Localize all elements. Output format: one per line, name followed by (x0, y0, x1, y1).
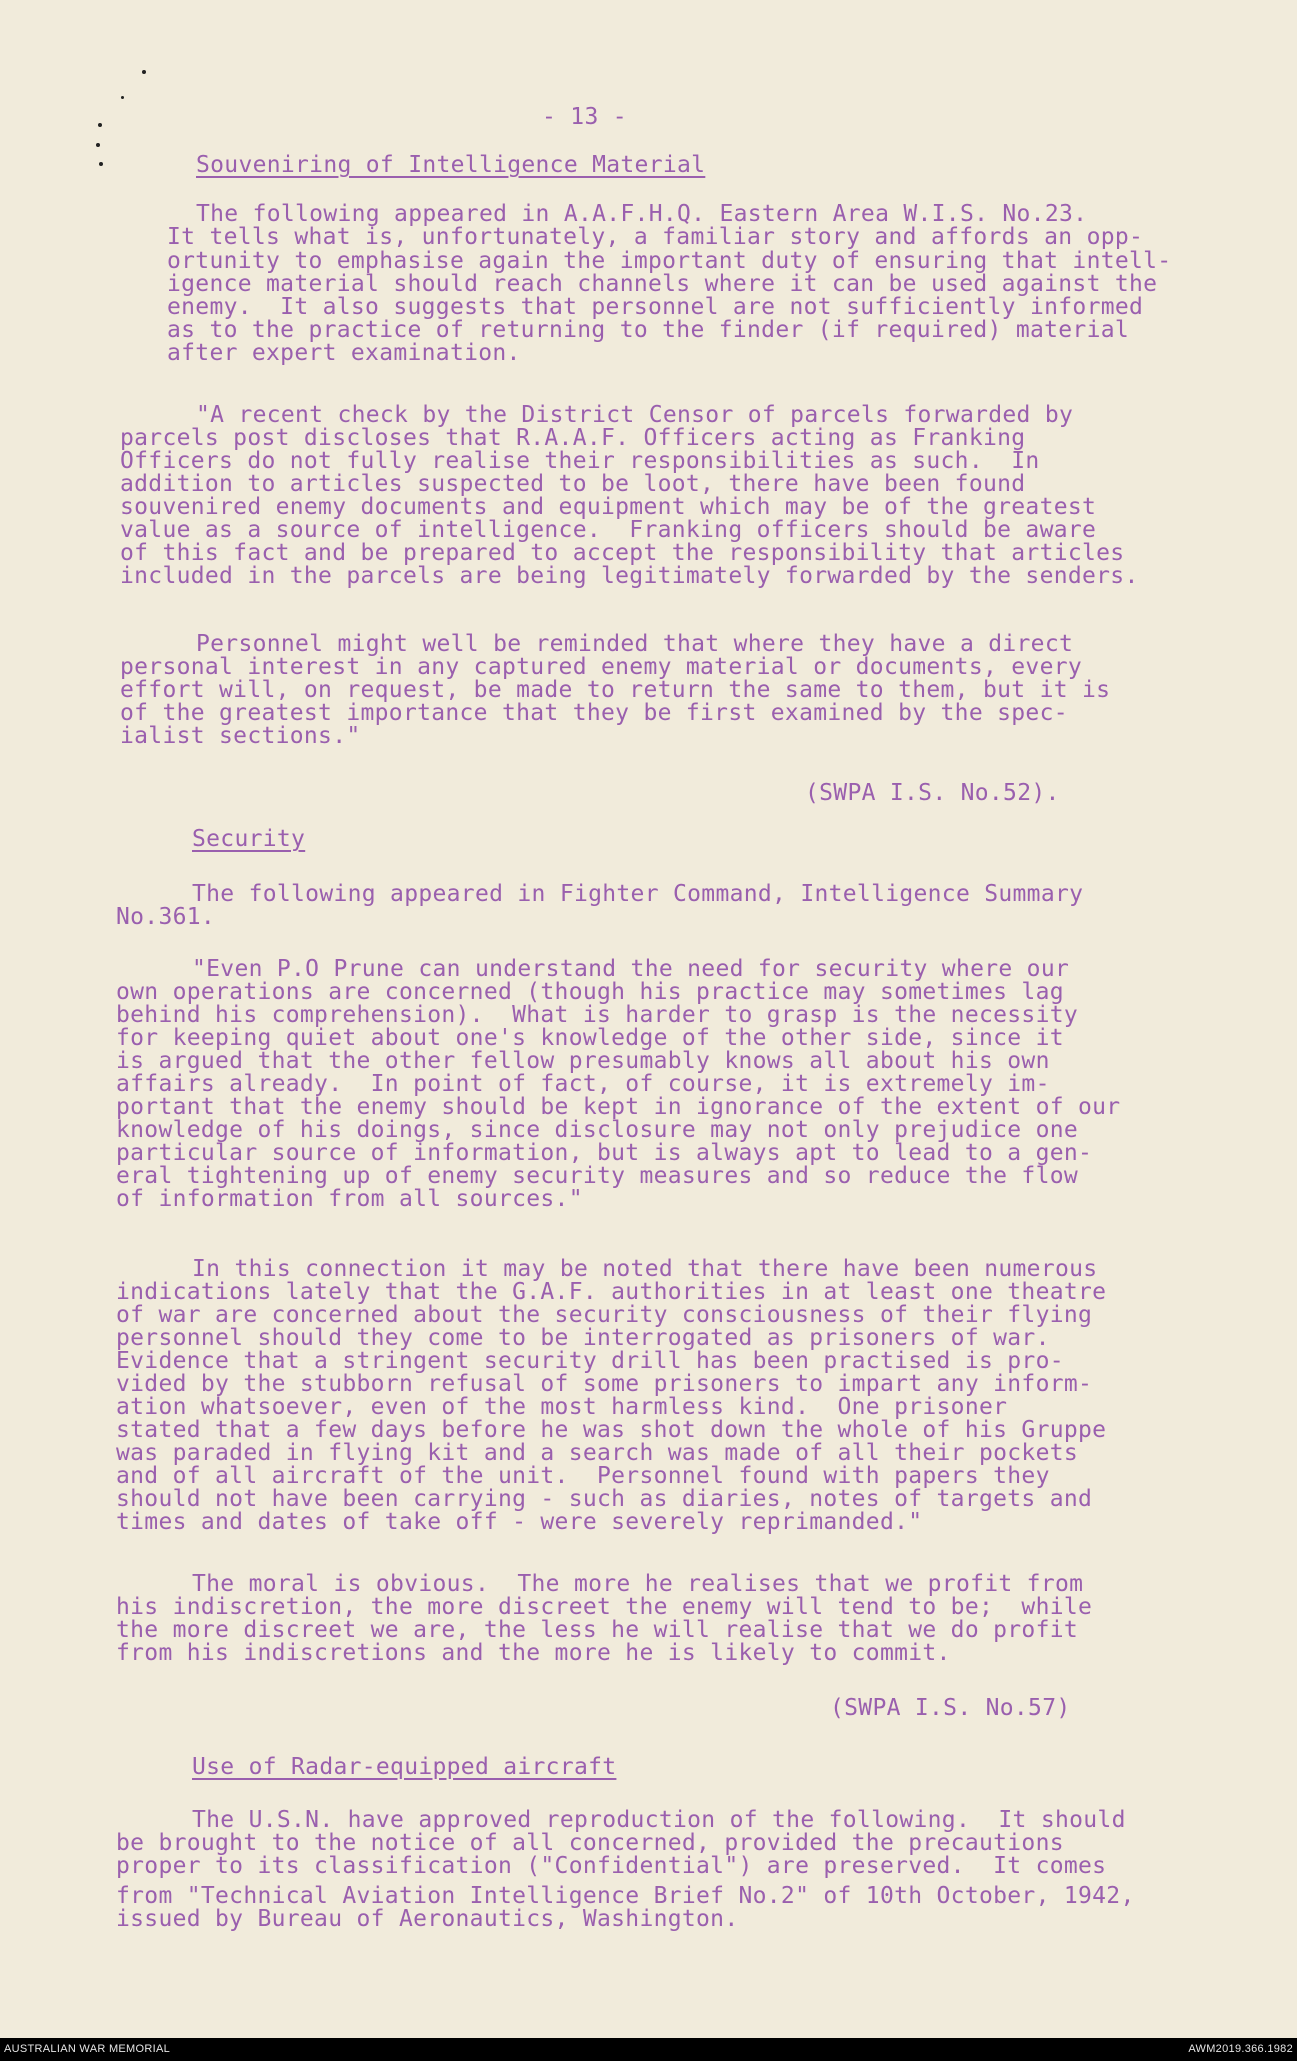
body-line: Evidence that a stringent security drill has been practised is pro- (116, 1348, 1064, 1374)
quote-line: parcels post discloses that R.A.A.F. Officers acting as Franking (120, 425, 1026, 451)
body-line: ortunity to emphasise again the important duty of ensuring that intell- (167, 248, 1172, 274)
quote-line: included in the parcels are being legitimately forwarded by the senders. (120, 563, 1139, 589)
body-line: vided by the stubborn refusal of some prisoners to impart any inform- (116, 1371, 1093, 1397)
body-line: ialist sections." (120, 723, 361, 749)
body-line: stated that a few days before he was shot down the whole of his Gruppe (116, 1417, 1107, 1443)
body-line: of the greatest importance that they be first examined by the spec- (120, 700, 1068, 726)
quote-line: own operations are concerned (though his practice may sometimes lag (116, 979, 1064, 1005)
body-line: proper to its classification ("Confidential") are preserved. It comes (116, 1853, 1107, 1879)
body-line: Personnel might well be reminded that where they have a direct (196, 631, 1074, 657)
page-number: - 13 - (542, 104, 627, 130)
quote-line: "Even P.O Prune can understand the need for security where our (192, 956, 1070, 982)
quote-line: value as a source of intelligence. Franking officers should be aware (120, 517, 1097, 543)
quote-line: is argued that the other fellow presumably knows all about his own (116, 1048, 1050, 1074)
footer-institution: AUSTRALIAN WAR MEMORIAL (4, 2043, 171, 2055)
body-line: be brought to the notice of all concerned, provided the precautions (116, 1830, 1064, 1856)
quote-line: of information from all sources." (116, 1186, 583, 1212)
body-line: The following appeared in A.A.F.H.Q. Eastern Area W.I.S. No.23. (196, 201, 1088, 227)
punch-hole-mark (98, 123, 102, 127)
quote-line: Officers do not fully realise their responsibilities as such. In (120, 448, 1040, 474)
body-line: personnel should they come to be interrogated as prisoners of war. (116, 1325, 1050, 1351)
quote-line: "A recent check by the District Censor of parcels forwarded by (196, 402, 1074, 428)
body-line: was paraded in flying kit and a search was made of all their pockets (116, 1440, 1079, 1466)
body-line: from "Technical Aviation Intelligence Brief No.2" of 10th October, 1942, (116, 1883, 1135, 1909)
body-line: The U.S.N. have approved reproduction of the following. It should (192, 1807, 1126, 1833)
body-line: No.361. (116, 904, 216, 930)
body-line: The following appeared in Fighter Command, Intelligence Summary (192, 881, 1084, 907)
quote-line: behind his comprehension). What is harder to grasp is the necessity (116, 1002, 1079, 1028)
body-line: of war are concerned about the security consciousness of their flying (116, 1302, 1093, 1328)
quote-line: eral tightening up of enemy security measures and so reduce the flow (116, 1163, 1079, 1189)
quote-line: for keeping quiet about one's knowledge of the other side, since it (116, 1025, 1064, 1051)
body-line: ation whatsoever, even of the most harmless kind. One prisoner (116, 1394, 1008, 1420)
body-line: should not have been carrying - such as diaries, notes of targets and (116, 1486, 1093, 1512)
source-reference: (SWPA I.S. No.57) (830, 1695, 1071, 1721)
section-heading-radar: Use of Radar-equipped aircraft (192, 1754, 617, 1780)
quote-line: particular source of information, but is always apt to lead to a gen- (116, 1140, 1093, 1166)
body-line: as to the practice of returning to the finder (if required) material (167, 317, 1130, 343)
quote-line: knowledge of his doings, since disclosure may not only prejudice one (116, 1117, 1079, 1143)
body-line: the more discreet we are, the less he will realise that we do profit (116, 1617, 1079, 1643)
punch-hole-mark (99, 162, 103, 166)
body-line: igence material should reach channels where it can be used against the (167, 271, 1158, 297)
body-line: In this connection it may be noted that there have been numerous (192, 1256, 1098, 1282)
quote-line: affairs already. In point of fact, of course, it is extremely im- (116, 1071, 1050, 1097)
body-line: effort will, on request, be made to return the same to them, but it is (120, 677, 1111, 703)
quote-line: of this fact and be prepared to accept the responsibility that articles (120, 540, 1125, 566)
body-line: issued by Bureau of Aeronautics, Washington. (116, 1906, 739, 1932)
body-line: personal interest in any captured enemy material or documents, every (120, 654, 1083, 680)
body-line: times and dates of take off - were severely reprimanded." (116, 1509, 923, 1535)
body-line: It tells what is, unfortunately, a familiar story and affords an opp- (167, 224, 1144, 250)
quote-line: souvenired enemy documents and equipment which may be of the greatest (120, 494, 1097, 520)
body-line: The moral is obvious. The more he realises that we profit from (192, 1571, 1084, 1597)
section-heading-souveniring: Souveniring of Intelligence Material (196, 152, 706, 178)
body-line: his indiscretion, the more discreet the enemy will tend to be; while (116, 1594, 1093, 1620)
body-line: after expert examination. (167, 340, 521, 366)
source-reference: (SWPA I.S. No.52). (805, 780, 1060, 806)
section-heading-security: Security (192, 826, 306, 852)
punch-hole-mark (142, 70, 146, 74)
body-line: and of all aircraft of the unit. Personnel found with papers they (116, 1463, 1050, 1489)
body-line: enemy. It also suggests that personnel are not sufficiently informed (167, 294, 1144, 320)
punch-hole-mark (96, 143, 100, 147)
body-line: from his indiscretions and the more he is likely to commit. (116, 1640, 951, 1666)
footer-accession-number: AWM2019.366.1982 (1188, 2043, 1293, 2055)
punch-hole-mark (121, 96, 124, 99)
quote-line: portant that the enemy should be kept in ignorance of the extent of our (116, 1094, 1121, 1120)
body-line: indications lately that the G.A.F. authorities in at least one theatre (116, 1279, 1107, 1305)
quote-line: addition to articles suspected to be loot, there have been found (120, 471, 1026, 497)
